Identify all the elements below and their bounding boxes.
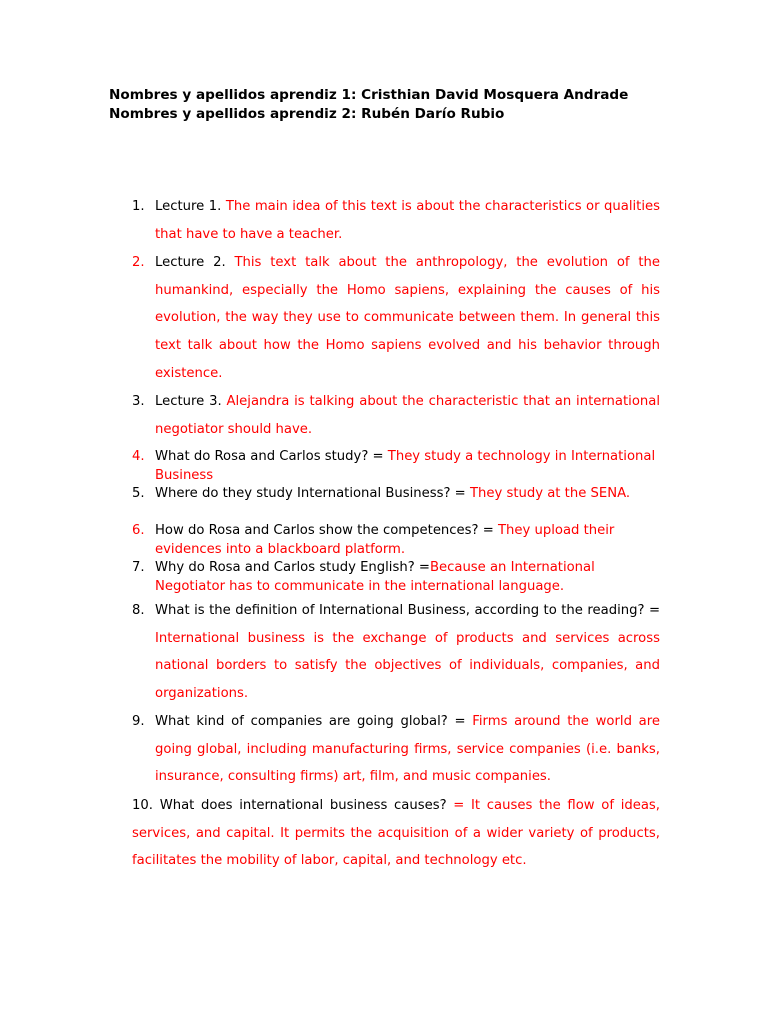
item-answer: They study at the SENA. [469,486,631,501]
list-item-6 [132,522,660,559]
list-item-5 [132,485,660,504]
item-answer: Because an International Negotiator has to communicate in the international language. [155,560,595,594]
item-number: 9. [132,714,145,729]
item-number: 8. [132,603,145,618]
item-question: What does international business causes? [159,798,454,813]
student-names [109,86,709,124]
item-question: What is the definition of International Business, according to the reading? = [155,603,660,618]
item-question: How do Rosa and Carlos show the competences? = [155,523,498,538]
item-number: 10. [132,798,153,813]
list-item-4 [132,448,660,485]
item-number: 3. [132,394,145,409]
item-number: 4. [132,449,145,464]
student-2-name: Nombres y apellidos aprendiz 2: Rubén Darío Rubio [109,106,505,122]
item-answer: They upload their evidences into a blackboard platform. [155,523,615,557]
item-answer: = It causes the flow of ideas, services, and capital. It permits the acquisition of a wider variety of products, facilitates the mobility of labor, capital, and technology etc. [132,798,660,869]
item-question: What kind of companies are going global? = [155,714,473,729]
item-number: 7. [132,560,145,575]
list-item-3 [132,388,660,443]
item-question: Where do they study International Business? = [155,486,470,501]
item-number: 2. [132,255,145,270]
item-answer: International business is the exchange of products and services across national borders to satisfy the objectives of individuals, companies, and organizations. [155,630,660,702]
list-item-9 [132,708,660,791]
item-answer: Firms around the world are going global, including manufacturing firms, service companies (i.e. banks, insurance, consulting firms) art, film, and music companies. [155,714,660,785]
list-item-2 [132,249,660,388]
item-question: Lecture 3. [155,394,227,409]
item-answer: Alejandra is talking about the characteristic that an international negotiator should have. [155,394,660,437]
list-item-8 [132,597,660,708]
list-item-1 [132,193,660,248]
item-answer: They study a technology in International Business [155,449,656,483]
item-question: What do Rosa and Carlos study? = [155,449,388,464]
item-answer: The main idea of this text is about the characteristics or qualities that have to have a teacher. [155,199,660,242]
student-1-name: Nombres y apellidos aprendiz 1: Cristhian David Mosquera Andrade [109,87,629,103]
item-number: 1. [132,199,145,214]
item-question: Lecture 2. [155,255,235,270]
item-answer: This text talk about the anthropology, the evolution of the humankind, especially the Homo sapiens, explaining the causes of his evolution, the way they use to communicate between them. In general this text talk about how the Homo sapiens evolved and his behavior through existence. [155,255,660,381]
list-item-10 [132,792,660,875]
item-number: 6. [132,523,145,538]
list-item-7 [132,559,660,596]
item-number: 5. [132,486,145,501]
item-question: Lecture 1. [155,199,226,214]
item-question: Why do Rosa and Carlos study English? = [155,560,430,575]
